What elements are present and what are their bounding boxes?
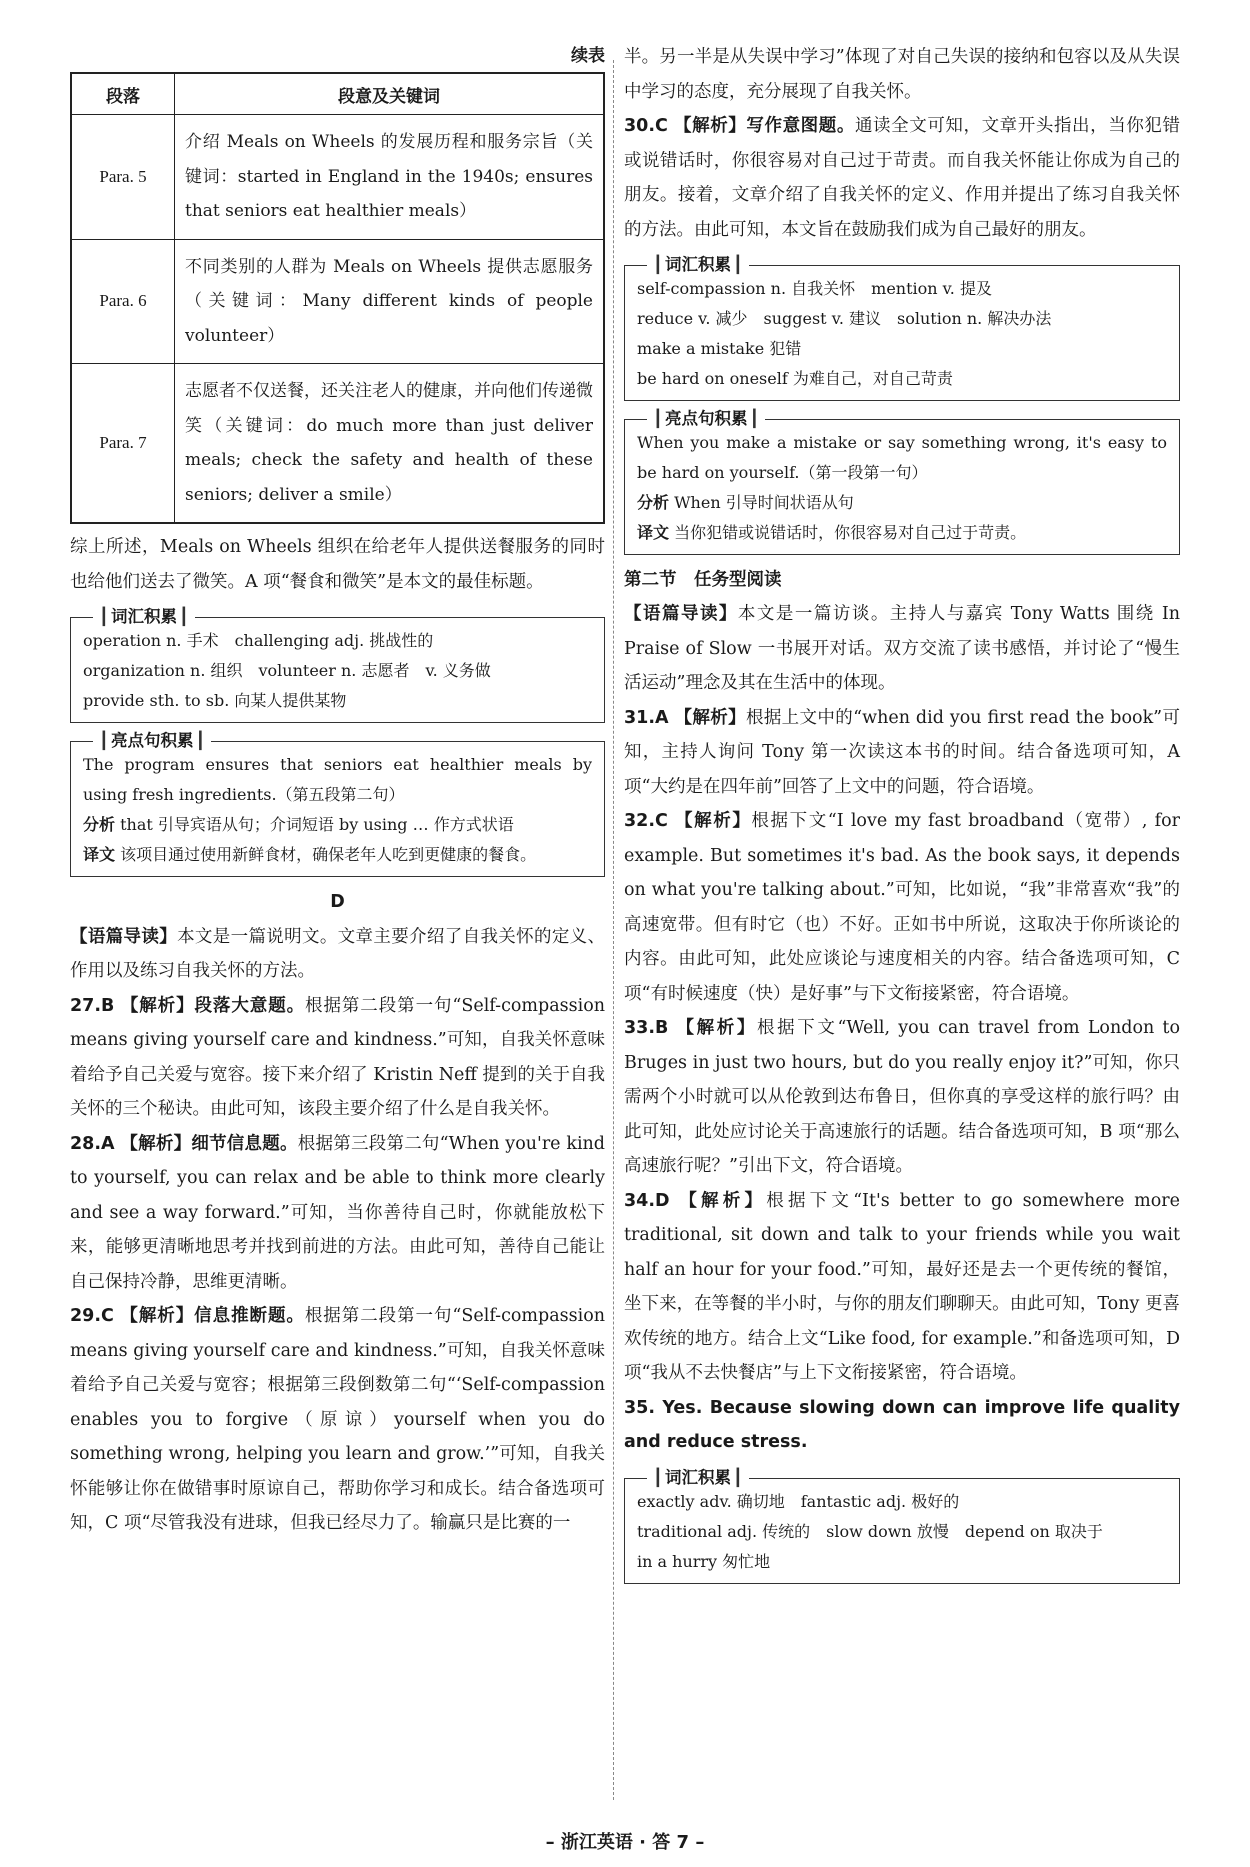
answer-30 <box>624 109 1180 247</box>
analysis-tag: 分析 <box>637 493 670 512</box>
sentence-box <box>624 409 1180 555</box>
continued-label: 续表 <box>571 46 605 66</box>
answer-28 <box>70 1127 605 1300</box>
question-number: 34.D <box>624 1190 670 1211</box>
table-header-paragraph: 段落 <box>71 73 175 115</box>
vocab-line: organization n. 组织 volunteer n. 志愿者 v. 义务做 <box>83 661 491 680</box>
guide-tag: 【语篇导读】 <box>624 604 738 624</box>
answer-31 <box>624 701 1180 805</box>
left-column <box>70 40 605 1541</box>
sentence-box <box>70 731 605 877</box>
analysis-label: 【解析】 <box>120 1306 195 1326</box>
table-row <box>71 239 604 364</box>
answer-35 <box>624 1391 1180 1460</box>
question-number: 35. <box>624 1397 656 1418</box>
guide-text: 本文是一篇说明文。文章主要介绍了自我关怀的定义、作用以及练习自我关怀的方法。 <box>70 926 606 981</box>
answer-text: 根据下文“It's better to go somewhere more traditional, sit down and talk to your friends while you wait half an hour for your food.”可知，最好还是去一个更传统的餐馆，坐下来，在等餐的半小时，与你的朋友们聊聊天。由此可知，Tony 更喜欢传统的地方。结合上文“Like food, for example.”和备选项可知，D 项“我从不去快餐店”与上下文衔接紧密，符合语境。 <box>624 1190 1181 1383</box>
vocab-line: make a mistake 犯错 <box>637 339 802 358</box>
sentence-analysis <box>637 488 1167 518</box>
para-label: Para. 7 <box>71 364 175 524</box>
sentence-text: When you make a mistake or say something wrong, it's easy to be hard on yourself.（第一段第一句） <box>637 433 1167 482</box>
vocab-line: exactly adv. 确切地 fantastic adj. 极好的 <box>637 1491 960 1511</box>
answer-text: 根据上文中的“when did you first read the book”可知，主持人询问 Tony 第一次读这本书的时间。结合备选项可知，A 项“大约是在四年前”回答了上文中的问题，符合语境。 <box>624 707 1180 797</box>
answer-34 <box>624 1184 1180 1391</box>
analysis-label: 【解析】 <box>676 1018 757 1038</box>
question-number: 31.A <box>624 707 669 728</box>
analysis-text: that 引导宾语从句；介词短语 by using … 作方式状语 <box>120 815 514 834</box>
answer-text: 根据下文“Well, you can travel from London to Bruges in just two hours, but do you really enjoy it?”可知，你只需两个小时就可以从伦敦到达布鲁日，但你真的享受这样的旅行吗？由此可知，此处应讨论关于高速旅行的话题。结合备选项可知，B 项“那么高速旅行呢？”引出下文，符合语境。 <box>624 1018 1180 1176</box>
right-column <box>624 40 1180 1592</box>
answer-text: 根据第二段第一句“Self-compassion means giving yourself care and kindness.”可知，自我关怀意味着给予自己关爱与宽容。接下来介绍了 Kristin Neff 提到的关于自我关怀的三个秘诀。由此可知，该段主要介绍了什么是自我关怀。 <box>70 995 605 1119</box>
analysis-text: When 引导时间状语从句 <box>674 493 854 512</box>
guide-tag: 【语篇导读】 <box>70 926 178 947</box>
sentence-box-title: ┃ 亮点句积累 ┃ <box>93 729 211 753</box>
para-desc: 介绍 Meals on Wheels 的发展历程和服务宗旨（关键词：started in England in the 1940s; ensures that seniors eat healthier meals） <box>175 115 605 240</box>
vocab-line: reduce v. 减少 suggest v. 建议 solution n. 解决办法 <box>637 309 1052 328</box>
question-number: 28.A <box>70 1133 115 1154</box>
page-footer: – 浙江英语 · 答 7 – <box>545 1832 705 1853</box>
question-number: 29.C <box>70 1306 114 1326</box>
question-number: 33.B <box>624 1018 669 1038</box>
answer-33 <box>624 1011 1180 1184</box>
para-label: Para. 6 <box>71 239 175 364</box>
answer-27 <box>70 989 605 1127</box>
analysis-label: 【解析】 <box>679 1190 767 1211</box>
answer-text: 根据第二段第一句“Self-compassion means giving yourself care and kindness.”可知，自我关怀意味着给予自己关爱与宽容；根据第三段倒数第二句“‘Self-compassion enables you to forgive（原谅）yourself when you do something wrong, helping you learn and grow.’”可知，自我关怀能够让你在做错事时原谅自己，帮助你学习和成长。结合备选项可知，C 项“尽管我没有进球，但我已经尽力了。输赢只是比赛的一 <box>70 1306 606 1533</box>
question-number: 27.B <box>70 995 115 1016</box>
answer-29 <box>70 1299 605 1541</box>
table-row <box>71 115 604 240</box>
vocab-line: in a hurry 匆忙地 <box>637 1551 771 1571</box>
vocab-line: operation n. 手术 challenging adj. 挑战性的 <box>83 631 434 650</box>
answer-text: 通读全文可知，文章开头指出，当你犯错或说错话时，你很容易对自己过于苛责。而自我关怀能让你成为自己的朋友。接着，文章介绍了自我关怀的定义、作用并提出了练习自我关怀的方法。由此可知，本文旨在鼓励我们成为自己最好的朋友。 <box>624 116 1181 240</box>
translation-text: 当你犯错或说错话时，你很容易对自己过于苛责。 <box>674 523 1027 542</box>
question-type: 细节信息题。 <box>191 1133 298 1154</box>
paragraph-table <box>70 72 605 524</box>
analysis-label: 【解析】 <box>120 1133 192 1154</box>
guide-text: 本文是一篇访谈。主持人与嘉宾 Tony Watts 围绕 In Praise of Slow 一书展开对话。双方交流了读书感悟，并讨论了“慢生活运动”理念及其在生活中的体现。 <box>624 604 1181 693</box>
column-divider <box>613 60 614 1800</box>
translation-tag: 译文 <box>637 523 670 542</box>
para-label: Para. 5 <box>71 115 175 240</box>
analysis-tag: 分析 <box>83 815 116 834</box>
answer-text: Yes. Because slowing down can improve life quality and reduce stress. <box>624 1397 1181 1452</box>
para-desc: 不同类别的人群为 Meals on Wheels 提供志愿服务（关键词：Many different kinds of people volunteer） <box>175 239 605 364</box>
answer-text: 根据下文“I love my fast broadband（宽带）, for example. But sometimes it's bad. As the book says, it depends on what you're talking about.”可知，比如说，“我”非常喜欢“我”的高速宽带。但有时它（也）不好。正如书中所说，这取决于你所谈论的内容。由此可知，此处应谈论与速度相关的内容。结合备选项可知，C 项“有时候速度（快）是好事”与下文衔接紧密，符合语境。 <box>624 811 1180 1004</box>
section-d-heading: D <box>330 892 345 912</box>
vocab-box-title: ┃ 词汇积累 ┃ <box>647 1466 749 1490</box>
table-header-meaning: 段意及关键词 <box>175 73 605 115</box>
analysis-label: 【解析】 <box>675 811 752 831</box>
question-type: 段落大意题。 <box>194 995 306 1016</box>
para-desc: 志愿者不仅送餐，还关注老人的健康，并向他们传递微笑（关键词：do much more than just deliver meals; check the safety and health of these seniors; deliver a smile） <box>175 364 605 524</box>
answer-29-continued: 半。另一半是从失误中学习”体现了对自己失误的接纳和包容以及从失误中学习的态度，充分展现了自我关怀。 <box>624 47 1180 102</box>
vocab-box <box>624 1467 1180 1584</box>
sentence-translation <box>637 518 1167 548</box>
question-type: 写作意图题。 <box>746 116 855 136</box>
question-number: 32.C <box>624 811 668 831</box>
vocab-line: self-compassion n. 自我关怀 mention v. 提及 <box>637 279 992 298</box>
vocab-box-title: ┃ 词汇积累 ┃ <box>647 253 749 277</box>
question-type: 信息推断题。 <box>194 1306 305 1326</box>
passage-guide <box>70 920 605 989</box>
sentence-analysis <box>83 810 592 840</box>
vocab-line: traditional adj. 传统的 slow down 放慢 depend on 取决于 <box>637 1521 1103 1541</box>
vocab-box <box>70 607 605 723</box>
table-row <box>71 364 604 524</box>
summary-text: 综上所述，Meals on Wheels 组织在给老年人提供送餐服务的同时也给他们送去了微笑。A 项“餐食和微笑”是本文的最佳标题。 <box>70 537 605 592</box>
translation-text: 该项目通过使用新鲜食材，确保老年人吃到更健康的餐食。 <box>120 845 537 864</box>
answer-text: 根据第三段第二句“When you're kind to yourself, you can relax and be able to think more clearly and see a way forward.”可知，当你善待自己时，你就能放松下来，能够更清晰地思考并找到前进的方法。由此可知，善待自己能让自己保持冷静，思维更清晰。 <box>70 1133 606 1292</box>
sentence-box-title: ┃ 亮点句积累 ┃ <box>647 407 765 431</box>
vocab-line: be hard on oneself 为难自己，对自己苛责 <box>637 369 953 388</box>
sentence-text: The program ensures that seniors eat healthier meals by using fresh ingredients.（第五段第二句） <box>83 755 592 804</box>
analysis-label: 【解析】 <box>674 707 746 728</box>
analysis-label: 【解析】 <box>120 995 195 1016</box>
question-number: 30.C <box>624 116 668 136</box>
section-2-heading: 第二节 任务型阅读 <box>624 570 782 590</box>
sentence-translation <box>83 840 592 870</box>
answer-32 <box>624 804 1180 1011</box>
analysis-label: 【解析】 <box>674 116 747 136</box>
translation-tag: 译文 <box>83 845 116 864</box>
passage-guide <box>624 597 1180 701</box>
vocab-box <box>624 255 1180 401</box>
vocab-line: provide sth. to sb. 向某人提供某物 <box>83 691 347 710</box>
vocab-box-title: ┃ 词汇积累 ┃ <box>93 605 195 629</box>
